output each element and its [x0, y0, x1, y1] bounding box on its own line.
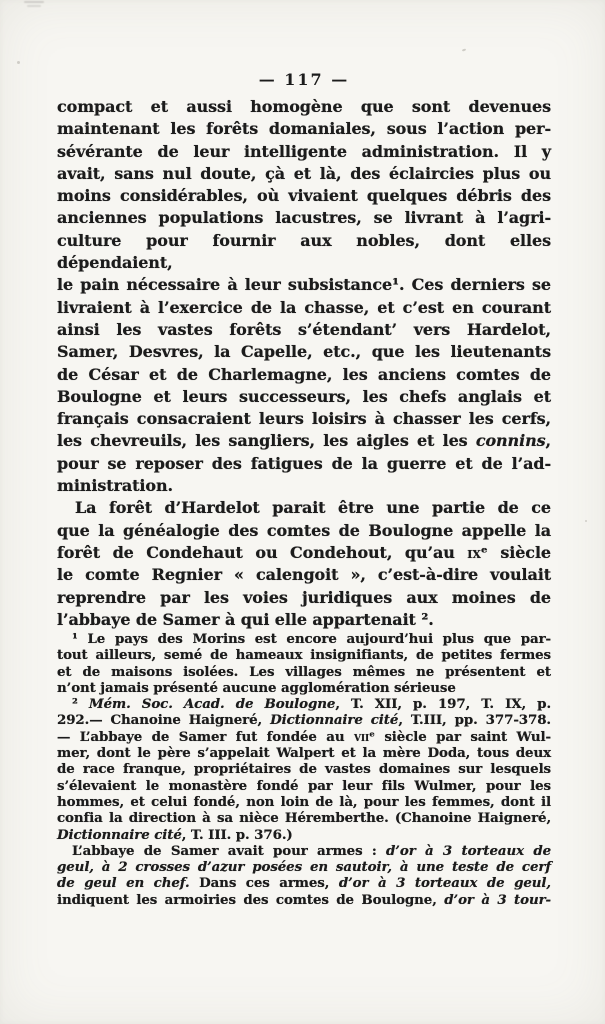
text-segment: — L’abbaye de Samer fut fondée au	[57, 728, 354, 745]
text-segment: culture pour fournir aux nobles, dont elles dépendaient,	[57, 230, 551, 273]
text-line	[57, 274, 551, 296]
text-line	[57, 475, 551, 497]
text-line	[57, 587, 551, 609]
text-line	[57, 430, 551, 452]
paragraph	[57, 497, 551, 631]
italic-text: d’or à 3 tour-	[444, 891, 551, 908]
text-line	[57, 794, 551, 810]
text-segment: hommes, et celui fondé, non loin de là, pour les femmes, dont il	[57, 793, 551, 810]
text-segment: ᵉ siècle	[480, 542, 551, 562]
text-segment: 292.— Chanoine Haigneré,	[57, 712, 271, 729]
text-line	[57, 892, 551, 908]
text-line	[57, 520, 551, 542]
text-line	[57, 729, 551, 745]
italic-text: Mém. Soc. Acad. de Boulogne	[88, 696, 336, 713]
text-segment: tout ailleurs, semé de hameaux insignifiants, de petites fermes	[57, 647, 551, 664]
text-line	[57, 118, 551, 140]
text-line	[57, 745, 551, 761]
text-segment: ᵉ siècle par saint Wul-	[369, 728, 551, 745]
text-segment: Dans ces armes,	[189, 875, 339, 892]
text-segment: livraient à l’exercice de la chasse, et c’est en courant	[57, 297, 551, 317]
text-segment: La forêt d’Hardelot parait être une partie de ce	[75, 498, 551, 518]
text-line	[57, 319, 551, 341]
text-segment: Samer, Desvres, la Capelle, etc., que les lieutenants	[57, 342, 551, 362]
text-line	[57, 696, 551, 712]
text-line	[57, 163, 551, 185]
italic-text: d’or à 3 torteaux de	[386, 842, 551, 859]
text-segment: ix	[467, 542, 481, 562]
text-segment: l’abbaye de Samer à qui elle appartenait ².	[57, 609, 434, 629]
text-segment: , T.III, pp. 377-378.	[398, 712, 551, 729]
scan-speck	[462, 48, 466, 51]
text-segment: le pain nécessaire à leur subsistance¹. Ces derniers se	[57, 275, 551, 295]
italic-text: connins	[475, 431, 546, 451]
paragraph	[57, 843, 551, 908]
text-line	[57, 859, 551, 875]
text-segment: pour se reposer des fatigues de la guerre et de l’ad-	[57, 453, 551, 473]
text-line	[57, 609, 551, 631]
scan-speck	[585, 520, 587, 522]
text-segment: , T. XII, p. 197, T. IX, p.	[335, 696, 552, 713]
text-segment: maintenant les forêts domaniales, sous l’action per-	[57, 119, 551, 139]
text-line	[57, 647, 551, 663]
paragraph	[57, 696, 551, 843]
text-segment: que la généalogie des comtes de Boulogne appelle la	[57, 520, 551, 540]
text-line	[57, 827, 551, 843]
italic-text: d’or à 3 torteaux de geul,	[338, 875, 551, 892]
text-segment: ainsi les vastes forêts s’étendant’ vers Hardelot,	[57, 319, 551, 339]
text-line	[57, 875, 551, 891]
text-line	[57, 297, 551, 319]
text-segment: confia la direction à sa nièce Héremberthe. (Chanoine Haigneré,	[57, 810, 551, 827]
text-line	[57, 207, 551, 229]
scan-artifact	[24, 1, 48, 9]
paragraph	[57, 96, 551, 497]
text-segment: ministration.	[57, 476, 173, 496]
text-segment: ²	[72, 696, 89, 713]
text-line	[57, 843, 551, 859]
text-segment: Boulogne et leurs successeurs, les chefs anglais et	[57, 386, 551, 406]
footnotes	[57, 631, 551, 908]
text-segment: s’élevaient le monastère fondé par leur fils Wulmer, pour les	[57, 777, 551, 794]
text-segment: de César et de Charlemagne, les anciens comtes de	[57, 364, 551, 384]
text-line	[57, 712, 551, 728]
text-line	[57, 564, 551, 586]
italic-text: Dictionnaire cité	[270, 712, 399, 729]
main-text	[57, 96, 551, 631]
text-line	[57, 96, 551, 118]
text-line	[57, 778, 551, 794]
text-line	[57, 341, 551, 363]
italic-text: Dictionnaire cité	[57, 826, 182, 843]
italic-text: geul, à 2 crosses d’azur posées en sautoir, à une teste de cerf	[57, 859, 551, 876]
text-segment: mer, dont le père s’appelait Walpert et la mère Doda, tous deux	[57, 745, 551, 762]
text-line	[57, 141, 551, 163]
paragraph	[57, 631, 551, 696]
text-line	[57, 542, 551, 564]
text-segment: vii	[353, 728, 370, 745]
italic-text: de geul en chef.	[57, 875, 190, 892]
text-line	[57, 680, 551, 696]
text-segment: , T. III. p. 376.)	[181, 826, 293, 843]
text-line	[57, 664, 551, 680]
text-segment: n’ont jamais présenté aucune agglomération sérieuse	[57, 679, 456, 696]
text-line	[57, 497, 551, 519]
text-line	[57, 631, 551, 647]
text-segment: compact et aussi homogène que sont devenues	[57, 97, 551, 116]
text-segment: français consacraient leurs loisirs à chasser les cerfs,	[57, 409, 551, 429]
scan-speck	[17, 61, 20, 64]
text-line	[57, 810, 551, 826]
text-segment: le comte Regnier « calengoit », c’est-à-dire voulait	[57, 565, 551, 585]
text-segment: L’abbaye de Samer avait pour armes :	[72, 842, 387, 859]
text-segment: avait, sans nul doute, çà et là, des éclaircies plus ou	[57, 163, 551, 183]
text-segment: de race franque, propriétaires de vastes domaines sur lesquels	[57, 761, 551, 778]
text-segment: et de maisons isolées. Les villages mêmes ne présentent et	[57, 663, 551, 680]
text-segment: les chevreuils, les sangliers, les aigles et les	[57, 431, 476, 451]
text-line	[57, 453, 551, 475]
text-line	[57, 761, 551, 777]
text-line	[57, 408, 551, 430]
text-line	[57, 364, 551, 386]
text-segment: anciennes populations lacustres, se livrant à l’agri-	[57, 208, 551, 228]
text-segment: reprendre par les voies juridiques aux moines de	[57, 587, 551, 607]
text-line	[57, 185, 551, 207]
text-segment: ¹ Le pays des Morins est encore aujourd’hui plus que par-	[72, 631, 551, 647]
text-segment: indiquent les armoiries des comtes de Boulogne,	[57, 891, 445, 908]
page-number: — 117 —	[258, 70, 350, 89]
text-segment: sévérante de leur intelligente administration. Il y	[57, 141, 551, 161]
text-line	[57, 386, 551, 408]
text-segment: moins considérables, où vivaient quelques débris des	[57, 186, 551, 206]
text-segment: forêt de Condehaut ou Condehout, qu’au	[57, 542, 468, 562]
text-segment: ,	[545, 431, 551, 451]
text-line	[57, 230, 551, 275]
